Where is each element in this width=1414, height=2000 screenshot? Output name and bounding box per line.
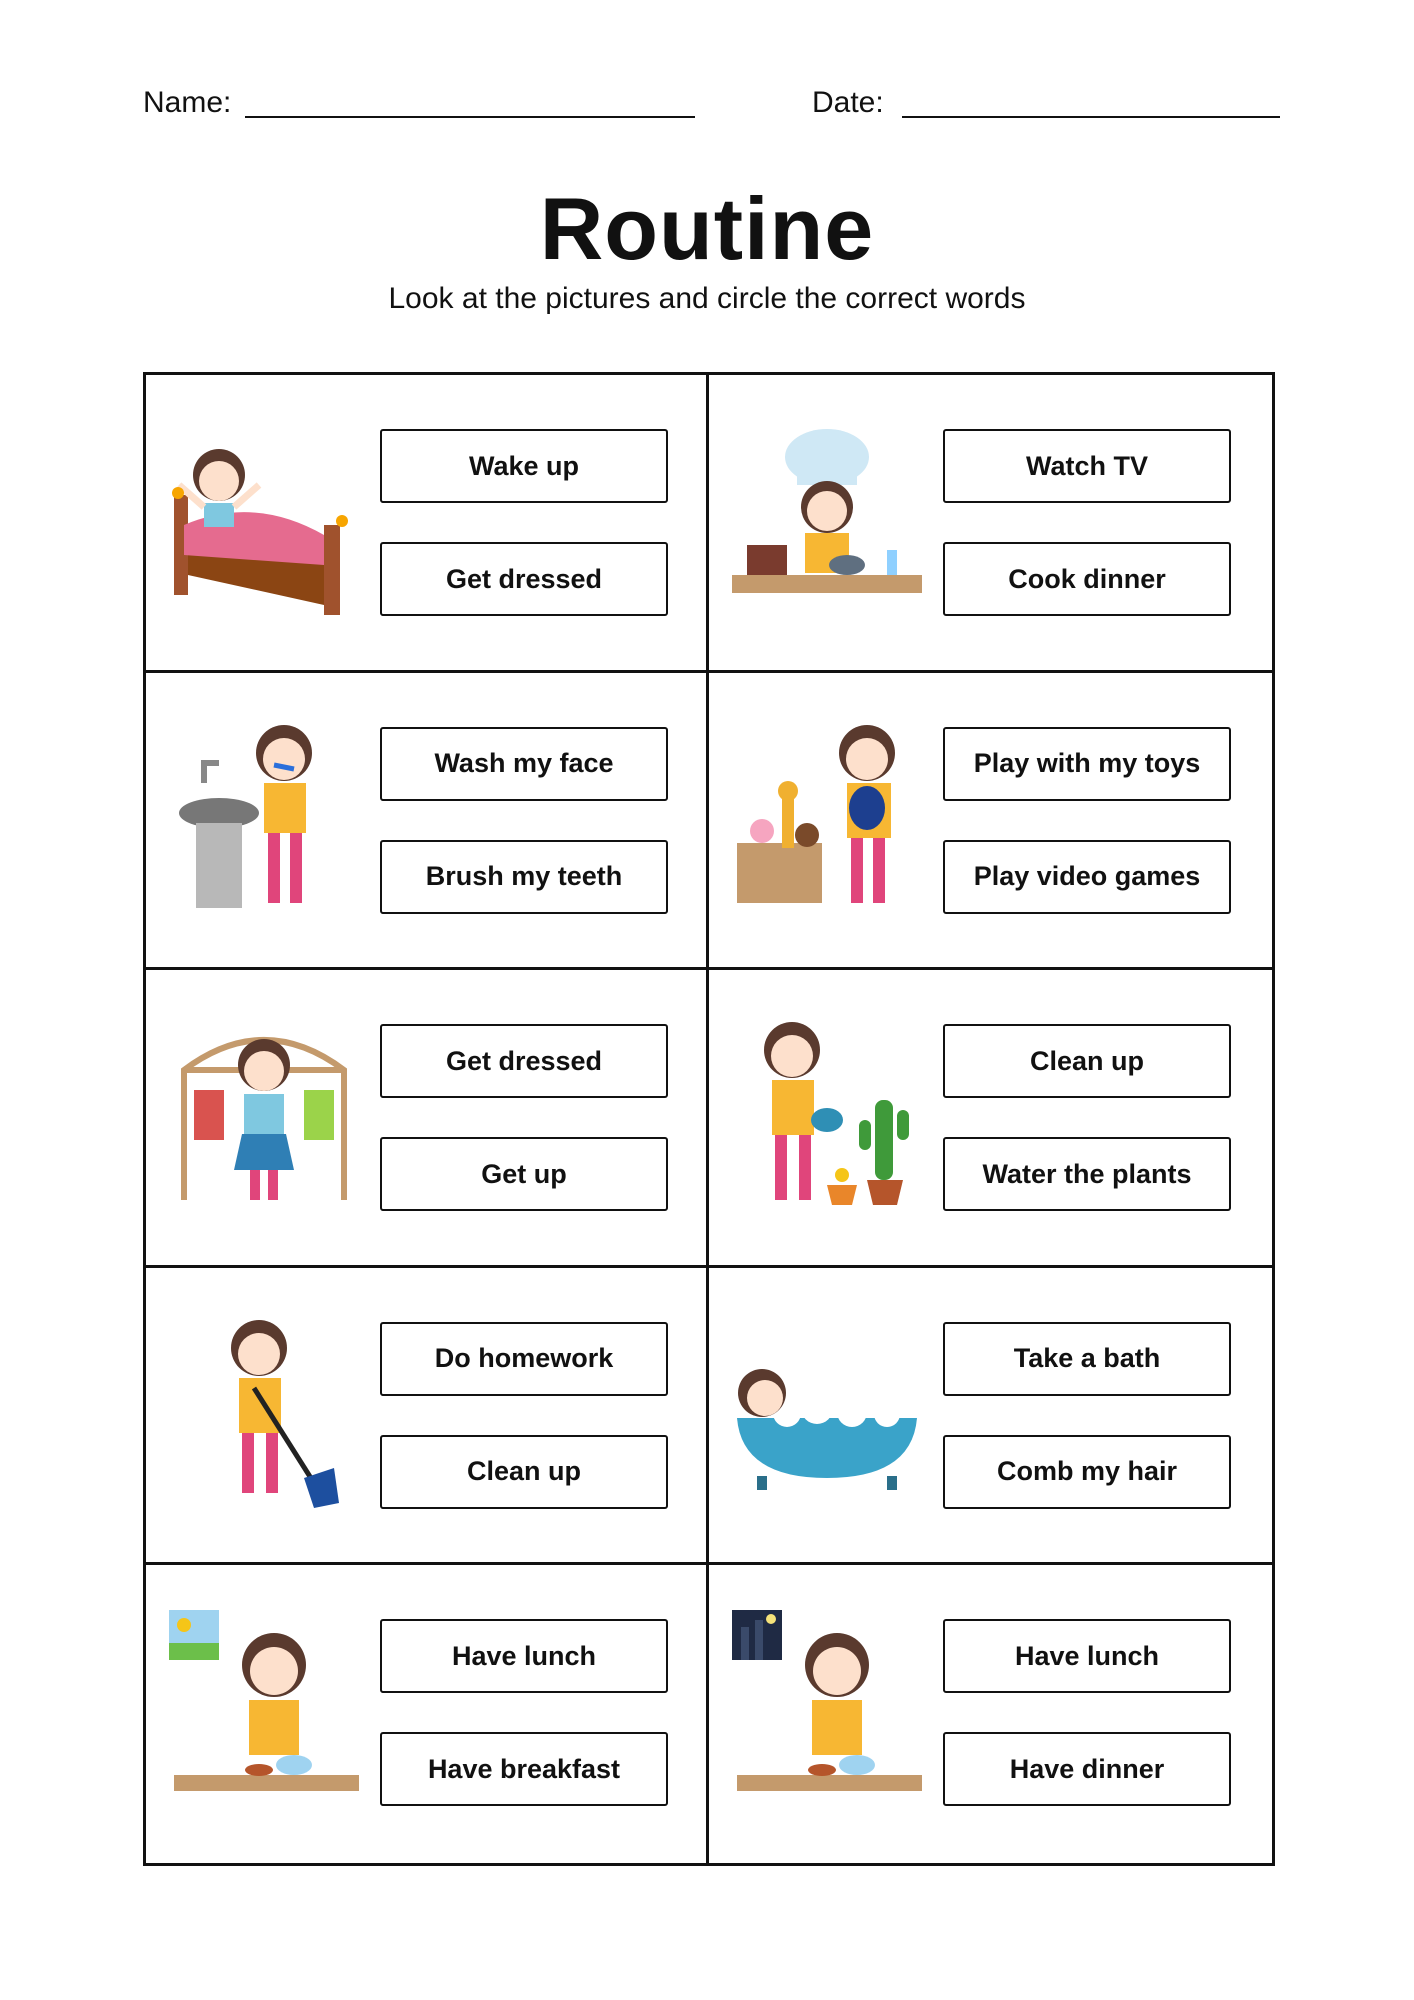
option-cook-dinner[interactable]: Cook dinner xyxy=(943,542,1231,616)
option-get-dressed[interactable]: Get dressed xyxy=(380,542,668,616)
option-water-the-plants[interactable]: Water the plants xyxy=(943,1137,1231,1211)
option-brush-my-teeth[interactable]: Brush my teeth xyxy=(380,840,668,914)
option-take-a-bath[interactable]: Take a bath xyxy=(943,1322,1231,1396)
name-label: Name: xyxy=(143,86,232,119)
girl-sweeping-with-broom-icon xyxy=(164,1308,364,1518)
option-clean-up[interactable]: Clean up xyxy=(943,1024,1231,1098)
option-get-up[interactable]: Get up xyxy=(380,1137,668,1211)
girl-playing-with-toys-icon xyxy=(727,713,927,923)
option-have-lunch[interactable]: Have lunch xyxy=(943,1619,1231,1693)
exercise-card xyxy=(146,1268,709,1566)
option-watch-tv[interactable]: Watch TV xyxy=(943,429,1231,503)
option-do-homework[interactable]: Do homework xyxy=(380,1322,668,1396)
option-have-lunch[interactable]: Have lunch xyxy=(380,1619,668,1693)
page-title: Routine xyxy=(539,179,875,278)
exercise-card xyxy=(709,375,1272,673)
girl-waking-up-in-bed-icon xyxy=(164,415,364,625)
exercise-card xyxy=(709,1268,1272,1566)
girl-cooking-with-chef-hat-icon xyxy=(727,415,927,625)
date-label: Date: xyxy=(812,86,884,119)
routine-grid xyxy=(143,372,1275,1866)
exercise-card xyxy=(709,673,1272,971)
option-wake-up[interactable]: Wake up xyxy=(380,429,668,503)
exercise-card xyxy=(146,375,709,673)
girl-getting-dressed-at-wardrobe-icon xyxy=(164,1010,364,1220)
exercise-card xyxy=(709,970,1272,1268)
exercise-card xyxy=(709,1565,1272,1863)
girl-watering-plants-icon xyxy=(727,1010,927,1220)
instructions: Look at the pictures and circle the correct words xyxy=(388,282,1026,315)
girl-brushing-teeth-at-sink-icon xyxy=(164,713,364,923)
exercise-card xyxy=(146,970,709,1268)
exercise-card xyxy=(146,1565,709,1863)
girl-eating-nighttime-icon xyxy=(727,1605,927,1815)
girl-eating-daytime-icon xyxy=(164,1605,364,1815)
option-play-with-my-toys[interactable]: Play with my toys xyxy=(943,727,1231,801)
option-clean-up[interactable]: Clean up xyxy=(380,1435,668,1509)
date-field[interactable] xyxy=(902,116,1280,118)
option-comb-my-hair[interactable]: Comb my hair xyxy=(943,1435,1231,1509)
exercise-card xyxy=(146,673,709,971)
option-have-breakfast[interactable]: Have breakfast xyxy=(380,1732,668,1806)
option-get-dressed[interactable]: Get dressed xyxy=(380,1024,668,1098)
option-play-video-games[interactable]: Play video games xyxy=(943,840,1231,914)
option-wash-my-face[interactable]: Wash my face xyxy=(380,727,668,801)
option-have-dinner[interactable]: Have dinner xyxy=(943,1732,1231,1806)
girl-in-bathtub-icon xyxy=(727,1308,927,1518)
name-field[interactable] xyxy=(245,116,695,118)
